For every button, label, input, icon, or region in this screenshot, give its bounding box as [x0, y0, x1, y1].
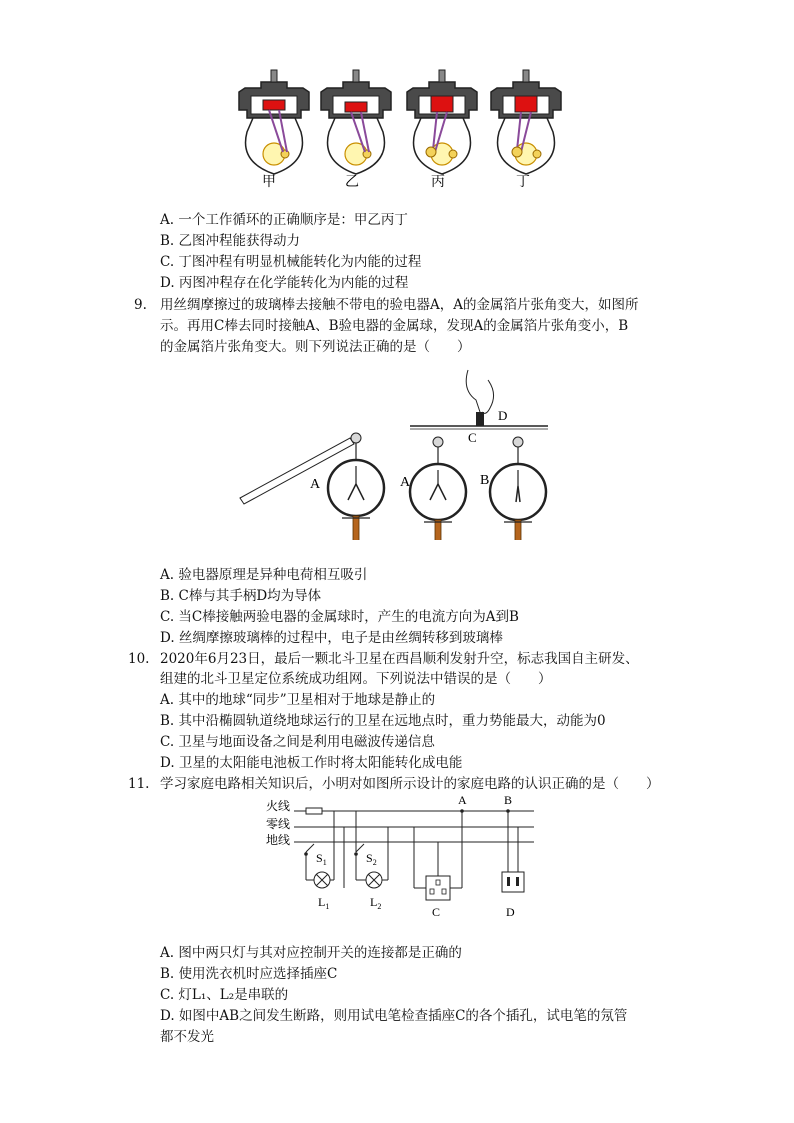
scope-label-a-left: A	[310, 477, 321, 492]
rod-label-d: D	[498, 408, 508, 423]
circuit-label-b: B	[504, 793, 513, 807]
q10-stem-line-1: 2020年6月23日，最后一颗北斗卫星在西昌顺利发射升空，标志我国自主研发、	[160, 651, 639, 667]
switch-label-s2: $S_2$	[366, 851, 377, 867]
q11-option-b: B. 使用洗衣机时应选择插座C	[160, 966, 338, 982]
q9-option-a: A. 验电器原理是异种电荷相互吸引	[160, 567, 368, 583]
q9-option-c: C. 当C棒接触两验电器的金属球时，产生的电流方向为A到B	[160, 609, 519, 625]
q10-option-c: C. 卫星与地面设备之间是利用电磁波传递信息	[160, 734, 435, 750]
q10-option-d: D. 卫星的太阳能电池板工作时将太阳能转化成电能	[160, 755, 463, 771]
q10-option-a: A. 其中的地球“同步”卫星相对于地球是静止的	[160, 692, 436, 708]
socket-label-d: D	[506, 905, 515, 919]
q9-option-b: B. C棒与其手柄D均为导体	[160, 588, 322, 604]
engine-strokes-figure	[225, 60, 565, 195]
lamp-label-l2: $L_2$	[370, 895, 382, 911]
q11-number: 11.	[128, 776, 150, 792]
socket-label-c: C	[432, 905, 441, 919]
circuit-label-a: A	[458, 793, 467, 807]
q9-stem-line-3: 的金属箔片张角变大。则下列说法正确的是（ ）	[160, 339, 471, 355]
q10-number: 10.	[128, 651, 150, 667]
lamp-label-l1: $L_1$	[318, 895, 330, 911]
q9-option-d: D. 丝绸摩擦玻璃棒的过程中，电子是由丝绸转移到玻璃棒	[160, 630, 503, 646]
engine-2-diagram	[321, 70, 391, 174]
scope-label-a-right: A	[400, 475, 411, 490]
q9-stem-line-1: 用丝绸摩擦过的玻璃棒去接触不带电的验电器A，A的金属箔片张角变大，如图所	[160, 297, 639, 313]
engine-1-diagram	[239, 70, 309, 174]
q11-option-d: D. 如图中AB之间发生断路，则用试电笔检查插座C的各个插孔，试电笔的氖管	[160, 1008, 628, 1024]
wire-label-ground: 地线	[266, 833, 291, 847]
household-circuit-figure	[262, 792, 542, 922]
q8-option-b: B. 乙图冲程能获得动力	[160, 233, 301, 249]
engine-4-diagram	[491, 70, 561, 174]
wire-label-neutral: 零线	[266, 817, 291, 831]
q10-option-b: B. 其中沿椭圆轨道绕地球运行的卫星在远地点时，重力势能最大，动能为0	[160, 713, 606, 729]
q9-stem-line-2: 示。再用C棒去同时接触A、B验电器的金属球，发现A的金属箔片张角变小，B	[160, 318, 629, 334]
scope-label-b: B	[480, 473, 490, 488]
q11-option-c: C. 灯L₁、L₂是串联的	[160, 987, 289, 1003]
q8-option-d: D. 丙图冲程存在化学能转化为内能的过程	[160, 275, 409, 291]
electroscope-figure	[236, 360, 556, 540]
engine-label-3: 丙	[431, 175, 445, 190]
q11-option-a: A. 图中两只灯与其对应控制开关的连接都是正确的	[160, 945, 462, 961]
engine-label-2: 乙	[345, 175, 359, 190]
q11-stem-line-1: 学习家庭电路相关知识后，小明对如图所示设计的家庭电路的认识正确的是（ ）	[160, 776, 660, 792]
engine-3-diagram	[407, 70, 477, 174]
q10-stem-line-2: 组建的北斗卫星定位系统成功组网。下列说法中错误的是（ ）	[160, 671, 552, 687]
q9-number: 9.	[134, 297, 147, 313]
wire-label-live: 火线	[266, 799, 291, 813]
q11-option-d-continued: 都不发光	[160, 1029, 214, 1045]
rod-label-c: C	[468, 430, 477, 445]
engine-label-1: 甲	[262, 175, 276, 190]
switch-label-s1: $S_1$	[316, 851, 327, 867]
engine-label-4: 丁	[516, 175, 530, 190]
q8-option-c: C. 丁图冲程有明显机械能转化为内能的过程	[160, 254, 422, 270]
q8-option-a: A. 一个工作循环的正确顺序是：甲乙丙丁	[160, 212, 408, 228]
